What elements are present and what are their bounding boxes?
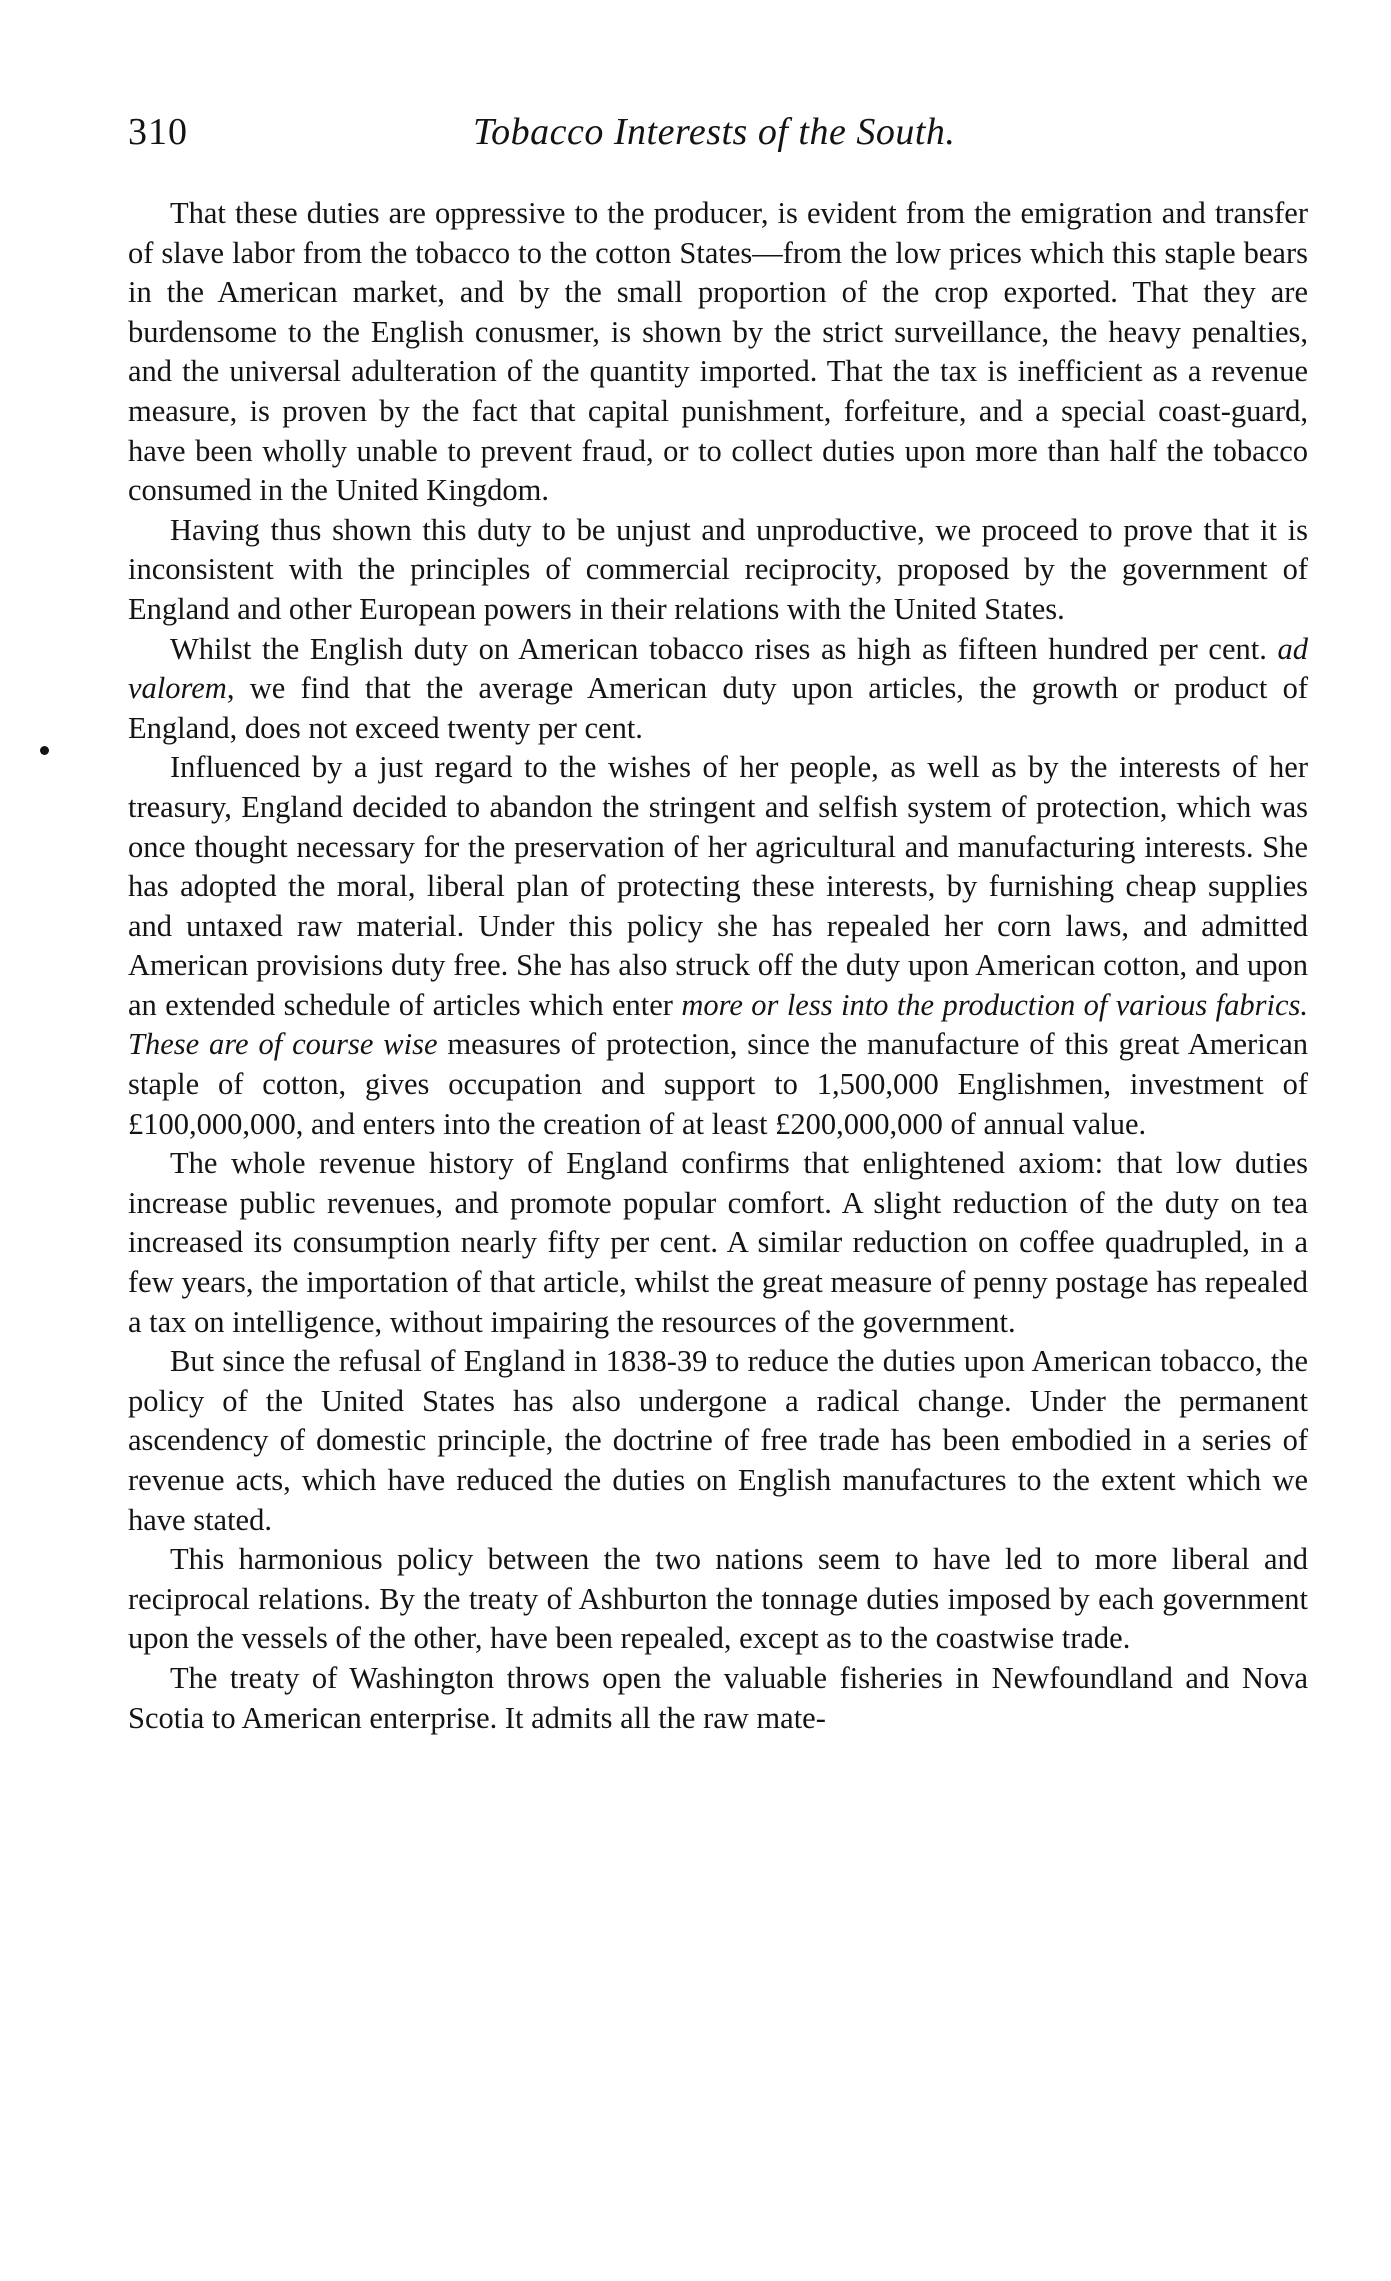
paragraph-revenue-history: The whole revenue history of England confirms that enlightened axiom: that low duties increase public revenues, and promote popular comfort. A slight reduction of the duty on tea increased its consumption nearly fifty per cent. A similar reduction on coffee quadrupled, in a few years, the importation of that article, whilst the great measure of penny postage has repealed a tax on intelligence, without impairing the resources of the government.: [128, 1146, 1308, 1339]
paragraph-harmonious-policy: This harmonious policy between the two nations seem to have led to more liberal and reciprocal relations. By the treaty of Ashburton the tonnage duties imposed by each government upon the vessels of the other, have been repealed, except as to the coastwise trade.: [128, 1542, 1308, 1656]
book-page: [128, 110, 1308, 1738]
paragraph-policy-change: But since the refusal of England in 1838-39 to reduce the duties upon American tobacco, the policy of the United States has also undergone a radical change. Under the permanent ascendency of domestic principle, the doctrine of free trade has been embodied in a series of revenue acts, which have reduced the duties on English manufactures to the extent which we have stated.: [128, 1344, 1308, 1537]
paragraph-text-part: measures of protection, since the manufacture of this great American staple of cotton, gives occupation and support to 1,500,000 Englishmen, investment of £100,000,000, and enters into the creation of at least £200,000,000 of annual value.: [128, 1027, 1308, 1141]
italic-phrase: more or less into the production of various fabrics. These are of course wise: [128, 987, 1308, 1062]
page-header: [128, 110, 1308, 166]
paragraph-treaty-of-washington: The treaty of Washington throws open the valuable fisheries in Newfoundland and Nova Scotia to American enterprise. It admits all the raw mate-: [128, 1660, 1308, 1735]
paragraph-text-part: Whilst the English duty on American tobacco rises as high as fifteen hundred per cent.: [170, 631, 1278, 666]
paragraph-commercial-reciprocity: Having thus shown this duty to be unjust and unproductive, we proceed to prove that it is inconsistent with the principles of commercial reciprocity, proposed by the government of England and other European powers in their relations with the United States.: [128, 512, 1308, 626]
paragraph-fifteen-hundred-per-cent: [128, 630, 1308, 749]
body-text: [128, 194, 1308, 1738]
running-head: Tobacco Interests of the South.: [473, 111, 956, 153]
margin-mark: [40, 746, 49, 755]
paragraph-england-protection: [128, 748, 1308, 1144]
italic-phrase: ad valorem: [128, 631, 1308, 706]
paragraph-duties-oppressive: That these duties are oppressive to the producer, is evident from the emigration and transfer of slave labor from the tobacco to the cotton States—from the low prices which this staple bears in the American market, and by the small proportion of the crop exported. That they are burdensome to the English conusmer, is shown by the strict surveillance, the heavy penalties, and the universal adulteration of the quantity imported. That the tax is inefficient as a revenue measure, is proven by the fact that capital punishment, forfeiture, and a special coast-guard, have been wholly unable to prevent fraud, or to collect duties upon more than half the tobacco consumed in the United Kingdom.: [128, 196, 1308, 508]
paragraph-text-part: Influenced by a just regard to the wishes of her people, as well as by the interests of her treasury, England decided to abandon the stringent and selfish system of protection, which was once thought necessary for the preservation of her agricultural and manufacturing interests. She has adopted the moral, liberal plan of protecting these interests, by furnishing cheap supplies and untaxed raw material. Under this policy she has repealed her corn laws, and admitted American provisions duty free. She has also struck off the duty upon American cotton, and upon an extended schedule of articles which enter: [128, 750, 1308, 1022]
paragraph-text-part: , we find that the average American duty upon articles, the growth or product of England, does not exceed twenty per cent.: [128, 671, 1308, 745]
page-number: 310: [128, 111, 188, 153]
